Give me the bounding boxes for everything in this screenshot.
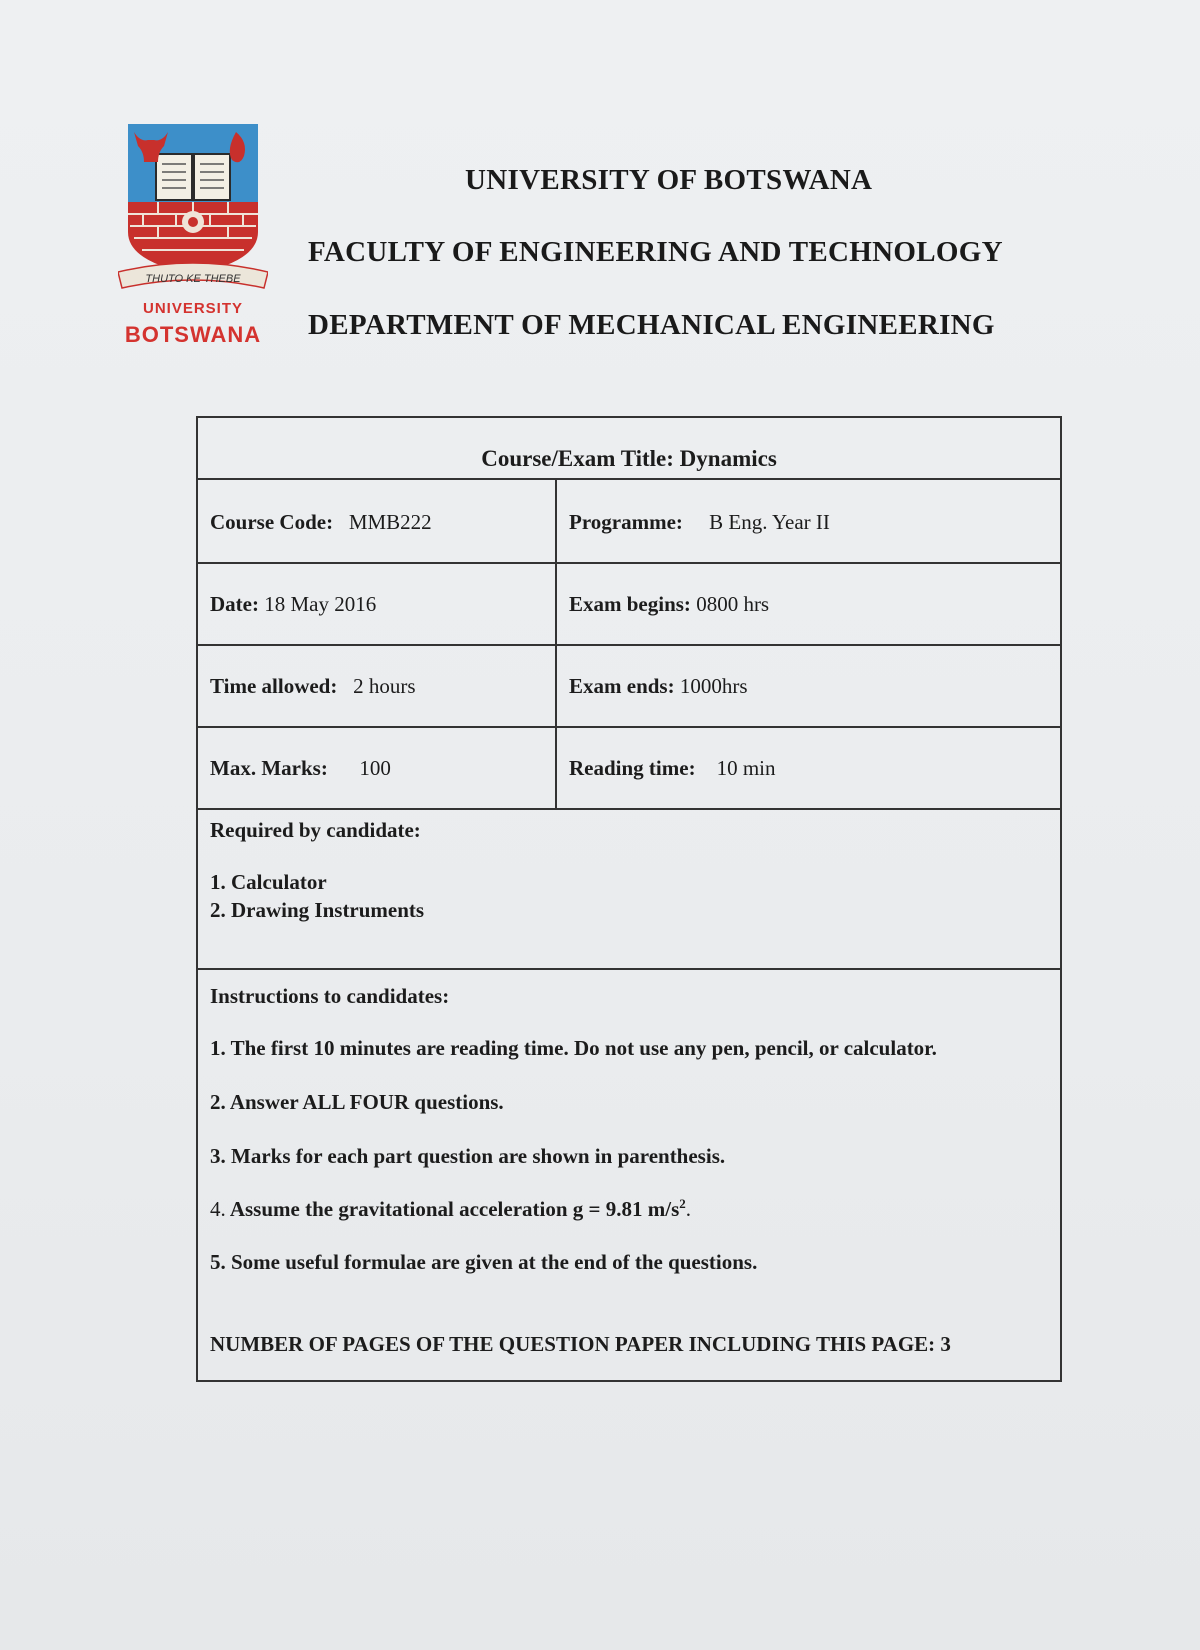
university-crest-icon	[118, 122, 268, 300]
table-cell	[198, 644, 557, 726]
date-label: Date:	[210, 592, 259, 616]
table-cell	[198, 480, 557, 562]
exam-begins-label: Exam begins:	[569, 592, 691, 616]
table-row	[198, 726, 1060, 810]
time-allowed-value: 2 hours	[353, 674, 416, 698]
list-item: 1. Calculator	[210, 870, 327, 894]
table-cell	[557, 562, 1060, 644]
course-code-label: Course Code:	[210, 510, 334, 534]
list-item	[210, 1196, 691, 1222]
list-item: 3. Marks for each part question are shown in parenthesis.	[210, 1144, 726, 1168]
university-heading: UNIVERSITY OF BOTSWANA	[465, 164, 873, 196]
exam-title-row	[198, 418, 1060, 480]
item-superscript: 2	[679, 1196, 686, 1211]
programme-value: B Eng. Year II	[709, 510, 830, 534]
item-number: 4.	[210, 1197, 226, 1221]
table-cell	[557, 644, 1060, 726]
exam-ends-label: Exam ends:	[569, 674, 675, 698]
exam-ends-value: 1000hrs	[679, 674, 748, 698]
time-allowed-label: Time allowed:	[210, 674, 338, 698]
instructions-title: Instructions to candidates:	[210, 984, 450, 1008]
faculty-heading: FACULTY OF ENGINEERING AND TECHNOLOGY	[308, 236, 1003, 268]
logo-text-university: UNIVERSITY	[142, 300, 243, 317]
required-section	[198, 806, 1060, 970]
list-item: 1. The first 10 minutes are reading time. Do not use any pen, pencil, or calculator.	[210, 1036, 937, 1060]
university-logo	[118, 122, 268, 352]
max-marks-value: 100	[359, 756, 391, 780]
table-cell	[198, 726, 557, 808]
reading-time-label: Reading time:	[569, 756, 696, 780]
max-marks-label: Max. Marks:	[210, 756, 328, 780]
programme-label: Programme:	[569, 510, 683, 534]
table-cell	[557, 726, 1060, 808]
logo-motto: THUTO KE THEBE	[145, 273, 241, 285]
instructions-section	[198, 970, 1060, 1380]
exam-title: Course/Exam Title: Dynamics	[481, 446, 777, 471]
logo-text-botswana: BOTSWANA	[124, 322, 262, 347]
exam-info-table	[196, 416, 1062, 1382]
table-cell	[198, 562, 557, 644]
table-row	[198, 644, 1060, 728]
item-end: .	[685, 1197, 691, 1221]
table-row	[198, 480, 1060, 564]
required-title: Required by candidate:	[210, 818, 421, 842]
reading-time-value: 10 min	[716, 756, 776, 780]
list-item: 5. Some useful formulae are given at the end of the questions.	[210, 1250, 758, 1274]
table-cell	[557, 480, 1060, 562]
exam-begins-value: 0800 hrs	[696, 592, 770, 616]
department-heading: DEPARTMENT OF MECHANICAL ENGINEERING	[308, 309, 995, 341]
date-value: 18 May 2016	[264, 592, 377, 616]
list-item: 2. Drawing Instruments	[210, 898, 425, 922]
item-text: Assume the gravitational acceleration g = 9.81 m/s	[229, 1197, 680, 1221]
page-count-note: NUMBER OF PAGES OF THE QUESTION PAPER INCLUDING THIS PAGE: 3	[210, 1332, 951, 1356]
course-code-value: MMB222	[348, 510, 432, 534]
table-row	[198, 562, 1060, 646]
list-item: 2. Answer ALL FOUR questions.	[210, 1090, 504, 1114]
